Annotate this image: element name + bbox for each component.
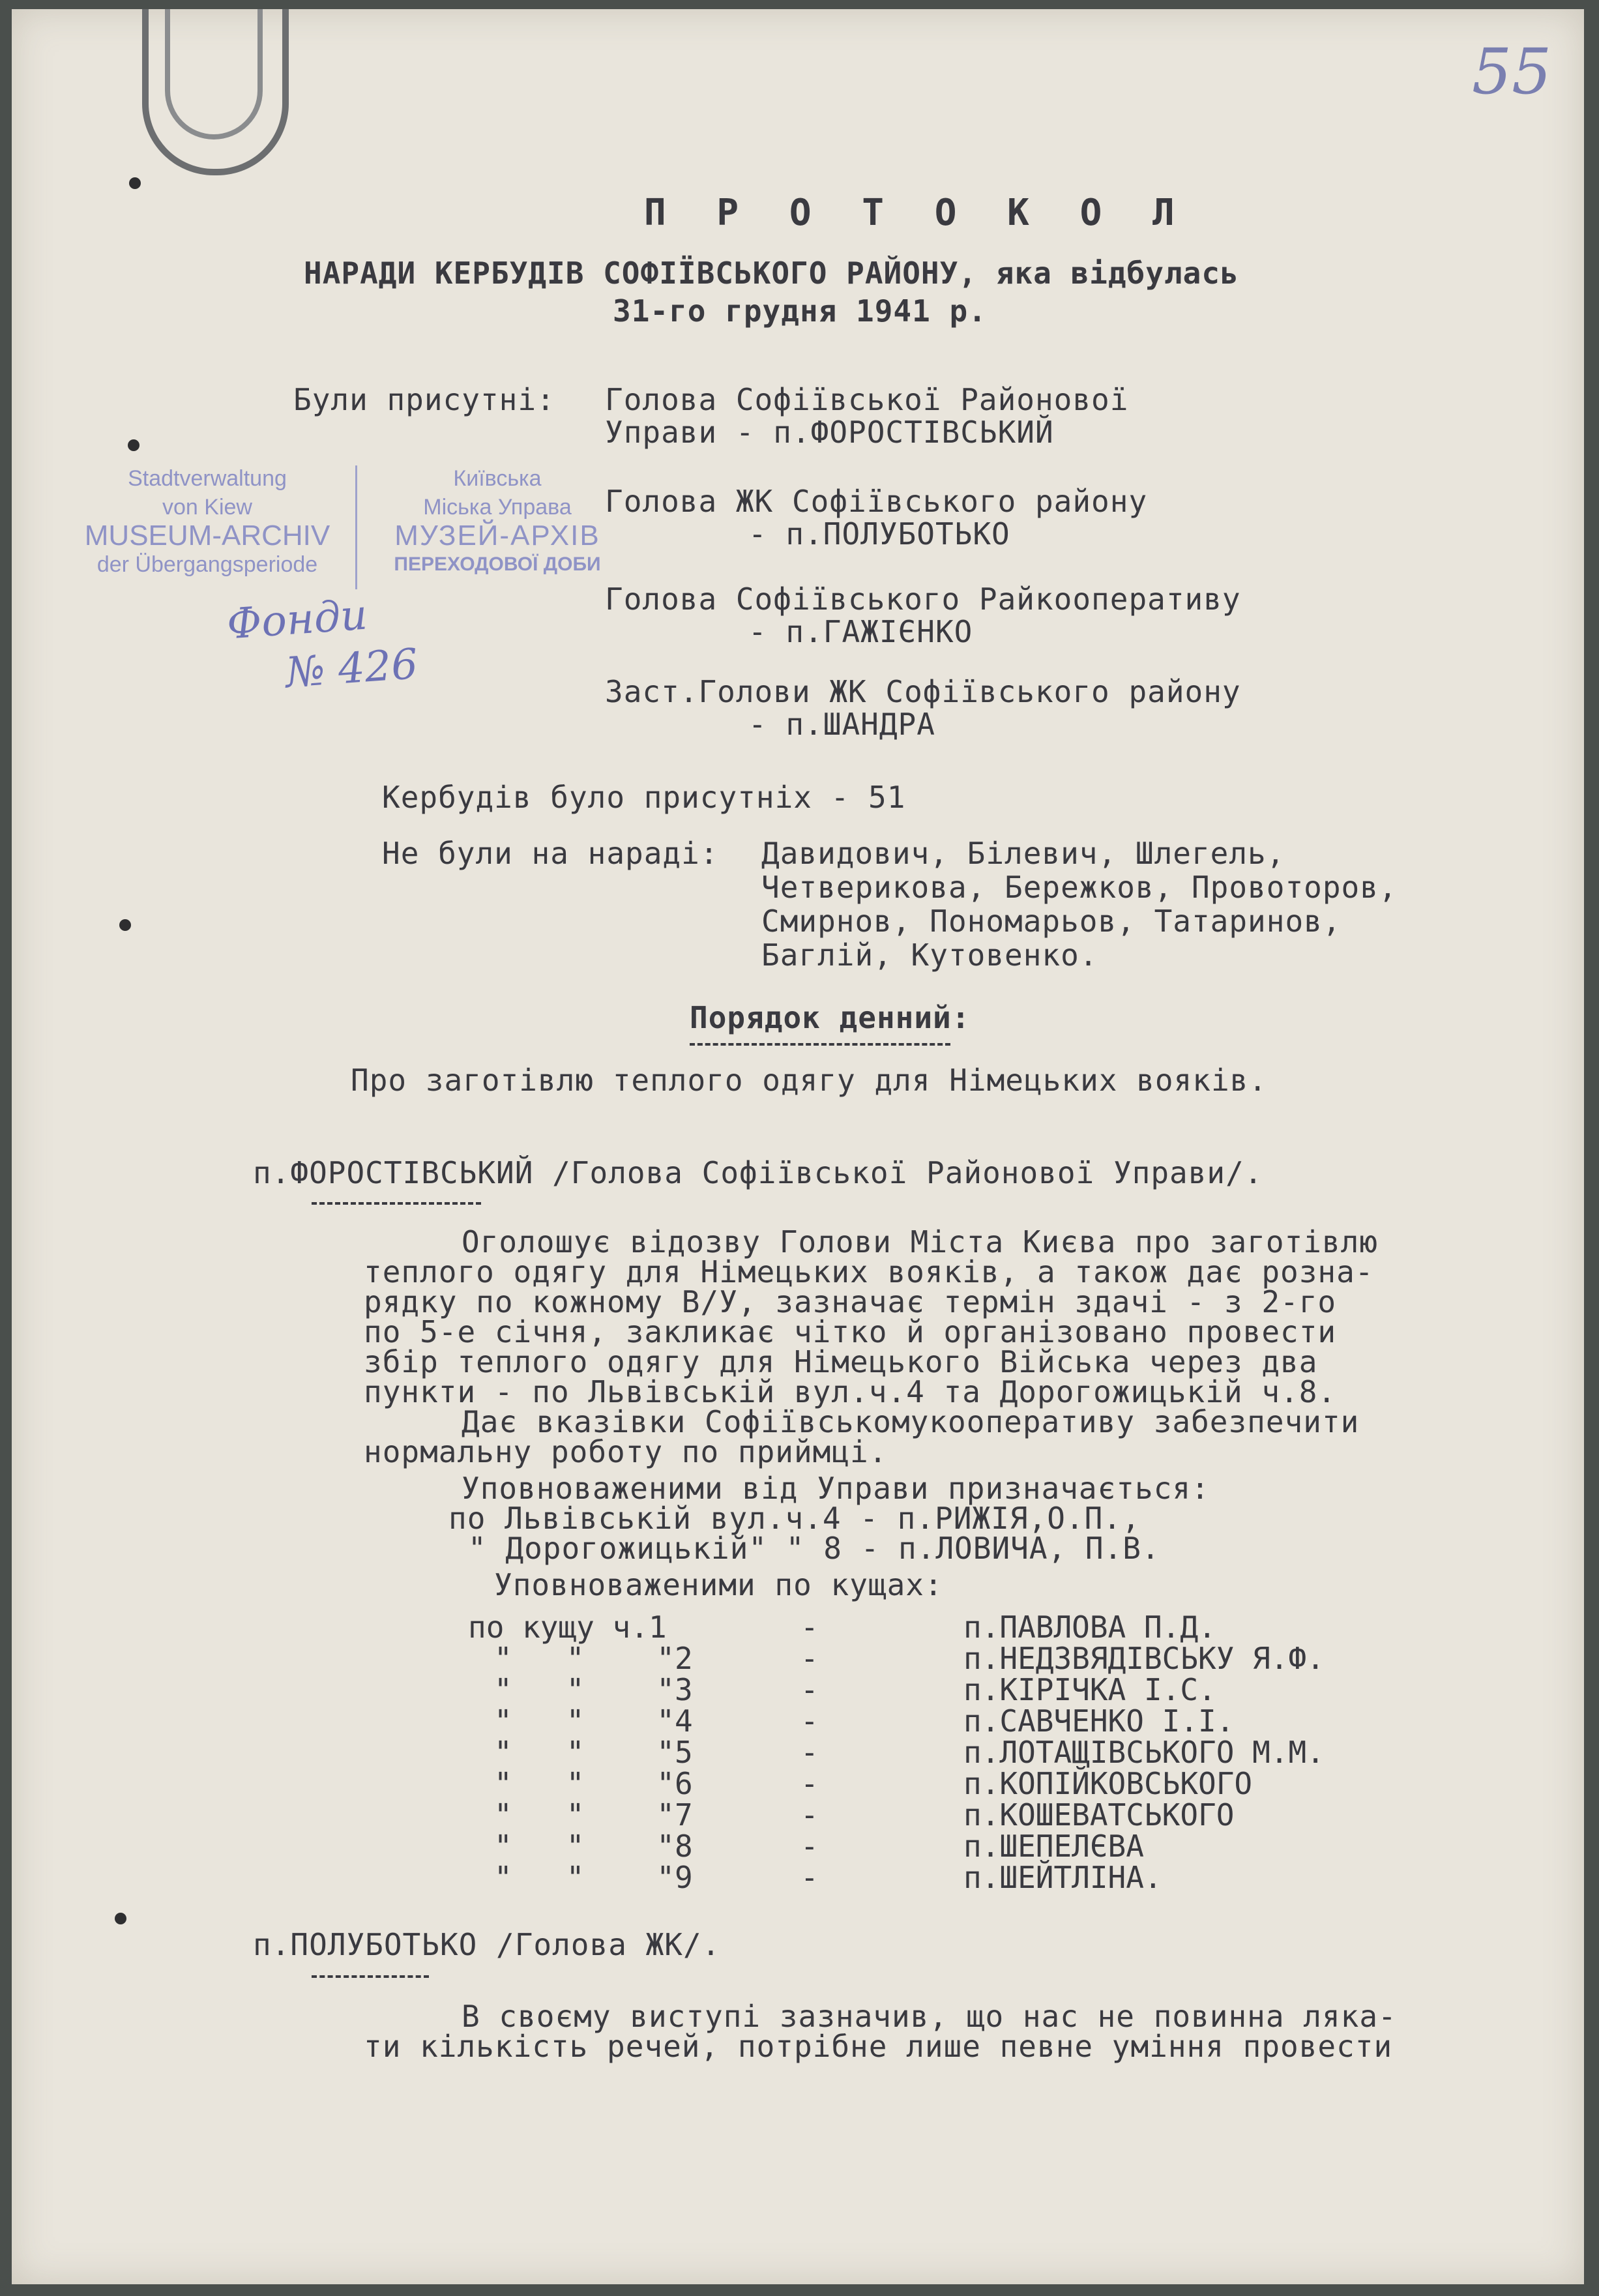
present-entry-1-line-1: Голова Софіївської Районової <box>605 382 1129 417</box>
speaker-1-heading: п.ФОРОСТІВСЬКИЙ /Голова Софіївської Районової Управи/. <box>253 1155 1263 1190</box>
speaker-1-line: Оголошує відозву Голови Міста Києва про заготівлю <box>462 1224 1379 1259</box>
document-subtitle: НАРАДИ КЕРБУДІВ СОФІЇВСЬКОГО РАЙОНУ, яка відбулась <box>304 256 1239 291</box>
present-entry-3-line-2: - п.ГАЖІЄНКО <box>748 614 973 649</box>
agenda-heading: Порядок денний: <box>690 1000 971 1035</box>
kushch-number: " " "8 <box>494 1829 693 1864</box>
stamp-line: Міська Управа <box>423 495 572 520</box>
archive-stamp-ukrainian <box>380 464 615 579</box>
document-title: П Р О Т О К О Л <box>644 192 1189 234</box>
stamp-line: der Übergangsperiode <box>96 552 318 577</box>
kushch-number: " " "4 <box>494 1703 693 1739</box>
stamp-line: Stadtverwaltung <box>128 466 287 491</box>
kushch-dash: - <box>800 1610 819 1645</box>
kushch-number: " " "9 <box>494 1860 693 1895</box>
speaker-2-heading: п.ПОЛУБОТЬКО /Голова ЖК/. <box>253 1927 721 1962</box>
speaker-1-line: Дає вказівки Софіївськомукооперативу забезпечити <box>462 1404 1360 1439</box>
speaker-1-line: нормальну роботу по приймці. <box>364 1434 888 1469</box>
punch-hole <box>119 919 131 931</box>
paper-clip-inner <box>165 9 263 140</box>
kushch-name: п.ШЕЙТЛІНА. <box>963 1860 1162 1895</box>
kushch-name: п.КОПІЙКОВСЬКОГО <box>963 1766 1253 1801</box>
kushch-dash: - <box>800 1641 819 1676</box>
absent-line-2: Четверикова, Бережков, Провоторов, <box>761 870 1398 905</box>
speaker-1-line: по 5-е січня, закликає чітко й організовано провести <box>364 1314 1337 1349</box>
kushch-number: " " "2 <box>494 1641 693 1676</box>
speaker-2-underline <box>312 1975 429 1978</box>
kushch-number: " " "3 <box>494 1672 693 1707</box>
kushch-name: п.ПАВЛОВА П.Д. <box>963 1610 1216 1645</box>
speaker-1-line: рядку по кожному В/У, зазначає термін здачі - з 2-го <box>364 1284 1337 1319</box>
speaker-1-line: теплого одягу для Німецьких вояків, а також дає розна- <box>364 1254 1374 1289</box>
speaker-2-line: В своєму виступі зазначив, що нас не повинна ляка- <box>462 1999 1397 2034</box>
stamp-line: Київська <box>453 466 542 491</box>
absent-line-3: Смирнов, Пономарьов, Татаринов, <box>761 904 1342 939</box>
present-entry-2-line-1: Голова ЖК Софіївського району <box>605 484 1148 519</box>
kushch-name: п.ШЕПЕЛЄВА <box>963 1829 1144 1864</box>
absent-label: Не були на нараді: <box>382 836 719 871</box>
stamp-line: von Kiew <box>162 495 252 520</box>
stamp-line: МУЗЕЙ-АРХІВ <box>394 520 600 552</box>
kushch-name: п.КІРІЧКА І.С. <box>963 1672 1216 1707</box>
punch-hole <box>129 177 141 189</box>
kerbud-count: Кербудів було присутніх - 51 <box>382 780 906 815</box>
agenda-item: Про заготівлю теплого одягу для Німецьких вояків. <box>351 1063 1268 1098</box>
speaker-2-line: ти кількість речей, потрібне лише певне уміння провести <box>364 2029 1393 2064</box>
speaker-1-line: Уповноваженими від Управи призначається: <box>462 1471 1210 1506</box>
kushch-dash: - <box>800 1703 819 1739</box>
kushch-dash: - <box>800 1735 819 1770</box>
speaker-1-line: " Дорогожицькій" " 8 - п.ЛОВИЧА, П.В. <box>468 1531 1160 1566</box>
absent-line-4: Баглій, Кутовенко. <box>761 937 1098 973</box>
document-sheet <box>12 9 1584 2284</box>
kushch-dash: - <box>800 1829 819 1864</box>
present-label: Були присутні: <box>293 382 555 417</box>
speaker-1-line: Уповноваженими по кущах: <box>494 1567 943 1602</box>
kushch-number: по кущу ч.1 <box>468 1610 667 1645</box>
kushch-name: п.ЛОТАЩІВСЬКОГО М.М. <box>963 1735 1325 1770</box>
kushch-dash: - <box>800 1797 819 1832</box>
page-number: 55 <box>1472 35 1552 108</box>
stamp-divider <box>355 465 357 589</box>
present-entry-4-line-1: Заст.Голови ЖК Софіївського району <box>605 674 1241 709</box>
kushch-dash: - <box>800 1766 819 1801</box>
agenda-underline <box>690 1043 950 1046</box>
kushch-dash: - <box>800 1860 819 1895</box>
document-date: 31-го грудня 1941 р. <box>613 293 987 329</box>
kushch-number: " " "6 <box>494 1766 693 1801</box>
handwritten-note-line-1: Фонди <box>225 591 369 649</box>
present-entry-2-line-2: - п.ПОЛУБОТЬКО <box>748 516 1010 552</box>
stamp-line: MUSEUM-ARCHIV <box>84 520 330 552</box>
speaker-1-line: збір теплого одягу для Німецького Війська через два <box>364 1344 1318 1379</box>
punch-hole <box>115 1913 126 1924</box>
speaker-1-line: по Львівській вул.ч.4 - п.РИЖІЯ,О.П., <box>448 1501 1141 1536</box>
present-entry-3-line-1: Голова Софіївського Райкооперативу <box>605 581 1241 617</box>
speaker-1-line: пункти - по Львівській вул.ч.4 та Дорогожицькій ч.8. <box>364 1374 1337 1409</box>
kushch-dash: - <box>800 1672 819 1707</box>
present-entry-1-line-2: Управи - п.ФОРОСТІВСЬКИЙ <box>605 415 1054 450</box>
kushch-number: " " "7 <box>494 1797 693 1832</box>
kushch-name: п.САВЧЕНКО І.І. <box>963 1703 1235 1739</box>
stamp-line: ПЕРЕХОДОВОЇ ДОБИ <box>394 553 601 575</box>
absent-line-1: Давидович, Білевич, Шлегель, <box>761 836 1285 871</box>
punch-hole <box>128 439 139 451</box>
kushch-number: " " "5 <box>494 1735 693 1770</box>
kushch-name: п.НЕДЗВЯДІВСЬКУ Я.Ф. <box>963 1641 1325 1676</box>
speaker-1-underline <box>312 1202 481 1205</box>
archive-stamp-german <box>64 464 351 579</box>
handwritten-note-line-2: № 426 <box>284 640 420 698</box>
present-entry-4-line-2: - п.ШАНДРА <box>748 707 935 742</box>
kushch-name: п.КОШЕВАТСЬКОГО <box>963 1797 1235 1832</box>
